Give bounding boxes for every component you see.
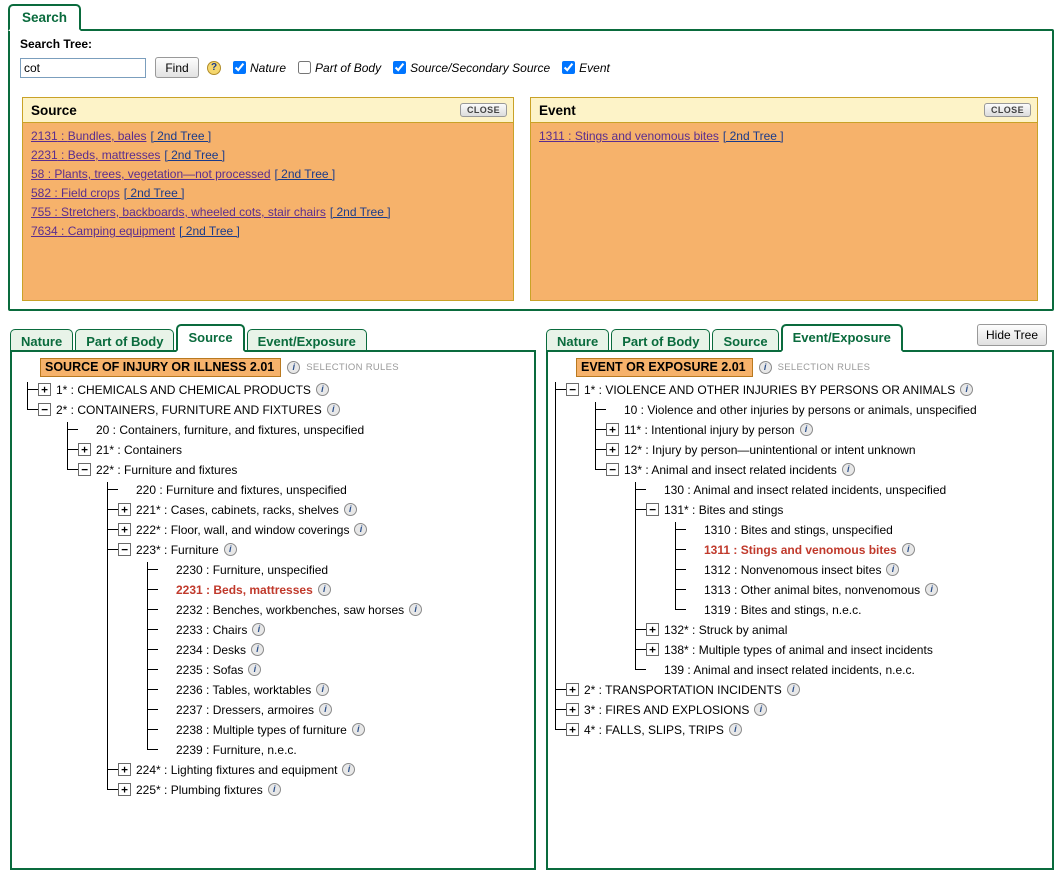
tree-node[interactable] <box>548 559 1052 579</box>
info-icon[interactable]: i <box>316 383 329 396</box>
tree-node[interactable] <box>12 519 534 539</box>
result-link[interactable]: 7634 : Camping equipment <box>31 224 176 238</box>
tree-node-label[interactable]: 2239 : Furniture, n.e.c. <box>176 742 297 757</box>
info-icon[interactable]: i <box>251 643 264 656</box>
tree-node[interactable] <box>12 439 534 459</box>
tree-node-label[interactable]: 131* : Bites and stings <box>664 502 784 517</box>
result-link[interactable]: 2131 : Bundles, bales <box>31 129 147 143</box>
search-input[interactable] <box>20 58 146 78</box>
tree-node-label[interactable]: 2232 : Benches, workbenches, saw horses <box>176 602 405 617</box>
search-results-event <box>530 97 1038 301</box>
tab-source-left[interactable]: Source <box>176 324 244 352</box>
tree-node-label[interactable]: 2* : CONTAINERS, FURNITURE AND FIXTURES <box>56 402 322 417</box>
search-results-event-title: Event <box>539 102 576 118</box>
tree-connector <box>147 649 158 650</box>
tree-node[interactable] <box>12 759 534 779</box>
tree-connector <box>27 382 28 410</box>
tree-node-label[interactable]: 1310 : Bites and stings, unspecified <box>704 522 893 537</box>
tree-node-label[interactable]: 225* : Plumbing fixtures <box>136 782 263 797</box>
info-icon[interactable]: i <box>886 563 899 576</box>
expand-icon[interactable]: + <box>646 623 659 636</box>
collapse-icon[interactable]: − <box>118 543 131 556</box>
tab-part-of-body-right[interactable]: Part of Body <box>611 329 710 353</box>
tree-node[interactable] <box>12 599 534 619</box>
tree-node-label[interactable]: 2* : TRANSPORTATION INCIDENTS <box>584 682 782 697</box>
info-icon[interactable]: i <box>729 723 742 736</box>
close-source-results-button[interactable]: CLOSE <box>460 103 507 117</box>
tree-node-label[interactable]: 10 : Violence and other injuries by persons or animals, unspecified <box>624 402 977 417</box>
tree-node[interactable] <box>12 619 534 639</box>
list-item <box>31 167 505 182</box>
second-tree-link[interactable]: [ 2nd Tree ] <box>722 129 784 143</box>
tree-connector <box>67 449 78 450</box>
tree-node-label[interactable]: 22* : Furniture and fixtures <box>96 462 238 477</box>
tab-search[interactable]: Search <box>8 4 81 31</box>
result-link[interactable]: 2231 : Beds, mattresses <box>31 148 161 162</box>
tree-node[interactable] <box>548 479 1052 499</box>
tree-node[interactable] <box>12 679 534 699</box>
info-icon[interactable]: i <box>327 403 340 416</box>
info-icon[interactable]: i <box>316 683 329 696</box>
collapse-icon[interactable]: − <box>566 383 579 396</box>
tab-nature-left[interactable]: Nature <box>10 329 73 353</box>
close-event-results-button[interactable]: CLOSE <box>984 103 1031 117</box>
filter-part-of-body-checkbox[interactable] <box>298 61 311 74</box>
tree-node[interactable] <box>548 379 1052 399</box>
info-icon[interactable]: i <box>787 683 800 696</box>
tree-connector <box>595 429 606 430</box>
filter-source-label: Source/Secondary Source <box>410 60 551 75</box>
tree-node[interactable] <box>548 419 1052 439</box>
tree-connector <box>107 789 118 790</box>
second-tree-link[interactable]: [ 2nd Tree ] <box>164 148 226 162</box>
tree-node[interactable] <box>12 779 534 799</box>
tree-connector <box>555 382 556 730</box>
info-icon[interactable]: i <box>287 361 300 374</box>
tree-node-label[interactable]: 222* : Floor, wall, and window coverings <box>136 522 350 537</box>
filter-nature-label: Nature <box>250 60 287 75</box>
tree-connector <box>635 669 646 670</box>
result-link[interactable]: 1311 : Stings and venomous bites <box>539 129 719 143</box>
info-icon[interactable]: i <box>344 503 357 516</box>
tree-connector <box>147 669 158 670</box>
second-tree-link[interactable]: [ 2nd Tree ] <box>150 129 212 143</box>
info-icon[interactable]: i <box>252 623 265 636</box>
info-icon[interactable]: i <box>342 763 355 776</box>
tree-node[interactable] <box>12 579 534 599</box>
tree-node-spacer <box>686 543 699 556</box>
tree-node-label[interactable]: 138* : Multiple types of animal and insect incidents <box>664 642 933 657</box>
tree-connector <box>147 609 158 610</box>
tree-connector <box>635 482 636 670</box>
second-tree-link[interactable]: [ 2nd Tree ] <box>274 167 336 181</box>
tree-node[interactable] <box>548 579 1052 599</box>
list-item <box>539 129 1029 144</box>
tree-node-spacer <box>686 603 699 616</box>
tab-event-exposure-right[interactable]: Event/Exposure <box>781 324 903 352</box>
tree-node-label[interactable]: 3* : FIRES AND EXPLOSIONS <box>584 702 750 717</box>
tree-connector <box>595 409 606 410</box>
filter-source-checkbox[interactable] <box>393 61 406 74</box>
tree-node-spacer <box>158 643 171 656</box>
tree-node-label[interactable]: 221* : Cases, cabinets, racks, shelves <box>136 502 339 517</box>
expand-icon[interactable]: + <box>566 703 579 716</box>
selection-rules-link[interactable]: SELECTION RULES <box>306 362 399 373</box>
info-icon[interactable]: i <box>842 463 855 476</box>
tree-node[interactable] <box>548 499 1052 519</box>
filter-event-label: Event <box>579 60 610 75</box>
tree-node-spacer <box>646 663 659 676</box>
tree-connector <box>555 389 566 390</box>
info-icon[interactable]: i <box>319 703 332 716</box>
tree-node-label[interactable]: 130 : Animal and insect related incidents, unspecified <box>664 482 947 497</box>
tree-node-spacer <box>158 583 171 596</box>
tree-connector <box>635 509 646 510</box>
tree-node[interactable] <box>548 659 1052 679</box>
tree-node-spacer <box>686 583 699 596</box>
collapse-icon[interactable]: − <box>78 463 91 476</box>
tree-node[interactable] <box>548 459 1052 479</box>
search-results-source-list <box>23 123 513 239</box>
tree-node[interactable] <box>12 499 534 519</box>
left-tree-tabs <box>10 324 367 352</box>
result-link[interactable]: 582 : Field crops <box>31 186 120 200</box>
tree-node-label[interactable]: 2236 : Tables, worktables <box>176 682 312 697</box>
info-icon[interactable]: i <box>754 703 767 716</box>
tree-node-spacer <box>158 683 171 696</box>
tree-node[interactable] <box>548 639 1052 659</box>
tree-connector <box>555 689 566 690</box>
search-results-source <box>22 97 514 301</box>
tree-node-label[interactable]: 2231 : Beds, mattresses <box>176 582 313 597</box>
tree-connector <box>27 409 38 410</box>
tree-connector <box>555 709 566 710</box>
tree-node-spacer <box>158 563 171 576</box>
tree-node[interactable] <box>12 379 534 399</box>
filter-part-of-body[interactable] <box>298 61 381 75</box>
tree-connector <box>107 489 118 490</box>
filter-part-of-body-label: Part of Body <box>315 60 382 75</box>
tree-connector <box>595 469 606 470</box>
help-icon[interactable]: ? <box>207 61 221 75</box>
tree-node-label[interactable]: 139 : Animal and insect related incidents, n.e.c. <box>664 662 915 677</box>
collapse-icon[interactable]: − <box>606 463 619 476</box>
tree-node[interactable] <box>548 539 1052 559</box>
tree-node[interactable] <box>548 699 1052 719</box>
result-link[interactable]: 755 : Stretchers, backboards, wheeled cots, stair chairs <box>31 205 326 219</box>
tree-connector <box>635 489 646 490</box>
tree-node-label[interactable]: 13* : Animal and insect related incidents <box>624 462 837 477</box>
tree-node[interactable] <box>548 519 1052 539</box>
tree-node-spacer <box>158 603 171 616</box>
tree-node-label[interactable]: 223* : Furniture <box>136 542 219 557</box>
info-icon[interactable]: i <box>409 603 422 616</box>
tree-connector <box>27 389 38 390</box>
event-tree-title: EVENT OR EXPOSURE 2.01 <box>576 358 753 377</box>
expand-icon[interactable]: + <box>118 783 131 796</box>
tree-connector <box>595 449 606 450</box>
tree-connector <box>147 629 158 630</box>
filter-event[interactable] <box>562 61 610 75</box>
tab-part-of-body-left[interactable]: Part of Body <box>75 329 174 353</box>
tree-connector <box>555 729 566 730</box>
search-results-event-header <box>531 98 1037 123</box>
tree-node-label[interactable]: 2234 : Desks <box>176 642 247 657</box>
tree-node[interactable] <box>548 439 1052 459</box>
tree-node[interactable] <box>548 599 1052 619</box>
tree-node-spacer <box>118 483 131 496</box>
tree-node-spacer <box>686 563 699 576</box>
filter-nature[interactable] <box>233 61 286 75</box>
expand-icon[interactable]: + <box>646 643 659 656</box>
right-tree-tabs <box>546 324 903 352</box>
tree-connector <box>635 629 646 630</box>
tree-node[interactable] <box>548 719 1052 739</box>
tree-node-label[interactable]: 11* : Intentional injury by person <box>624 422 795 437</box>
tree-connector <box>107 549 118 550</box>
tree-node-label[interactable]: 1312 : Nonvenomous insect bites <box>704 562 882 577</box>
info-icon[interactable]: i <box>354 523 367 536</box>
tree-connector <box>147 569 158 570</box>
second-tree-link[interactable]: [ 2nd Tree ] <box>179 224 240 238</box>
tab-nature-right[interactable]: Nature <box>546 329 609 353</box>
tree-node-label[interactable]: 2235 : Sofas <box>176 662 244 677</box>
source-tree-body <box>12 379 534 799</box>
tree-node[interactable] <box>12 739 534 759</box>
tree-node[interactable] <box>12 479 534 499</box>
selection-rules-link[interactable]: SELECTION RULES <box>777 362 871 373</box>
expand-icon[interactable]: + <box>606 423 619 436</box>
tree-connector <box>147 729 158 730</box>
info-icon[interactable]: i <box>960 383 973 396</box>
tree-node-label[interactable]: 1* : CHEMICALS AND CHEMICAL PRODUCTS <box>56 382 311 397</box>
tree-node[interactable] <box>12 399 534 419</box>
second-tree-link[interactable]: [ 2nd Tree ] <box>329 205 391 219</box>
tree-node-spacer <box>606 403 619 416</box>
tree-node-spacer <box>158 723 171 736</box>
tree-connector <box>635 649 646 650</box>
tree-node-spacer <box>158 743 171 756</box>
search-results-source-title: Source <box>31 102 77 118</box>
tree-node[interactable] <box>12 539 534 559</box>
tree-node-label[interactable]: 2238 : Multiple types of furniture <box>176 722 347 737</box>
tree-node-label[interactable]: 220 : Furniture and fixtures, unspecified <box>136 482 347 497</box>
list-item <box>31 186 505 201</box>
list-item <box>31 224 505 239</box>
expand-icon[interactable]: + <box>118 503 131 516</box>
info-icon[interactable]: i <box>925 583 938 596</box>
collapse-icon[interactable]: − <box>38 403 51 416</box>
expand-icon[interactable]: + <box>566 723 579 736</box>
search-results-event-list <box>531 123 1037 144</box>
expand-icon[interactable]: + <box>118 763 131 776</box>
tree-connector <box>107 769 118 770</box>
tree-node-spacer <box>158 623 171 636</box>
event-tree-body <box>548 379 1052 739</box>
tree-connector <box>675 609 686 610</box>
hide-tree-button[interactable]: Hide Tree <box>977 324 1047 346</box>
search-results-source-header <box>23 98 513 123</box>
info-icon[interactable]: i <box>224 543 237 556</box>
expand-icon[interactable]: + <box>38 383 51 396</box>
tree-connector <box>67 469 78 470</box>
tree-node-spacer <box>646 483 659 496</box>
tab-source-right[interactable]: Source <box>712 329 778 353</box>
tree-connector <box>675 549 686 550</box>
tree-node[interactable] <box>12 419 534 439</box>
event-tree-title-row <box>548 352 1052 379</box>
tree-connector <box>147 589 158 590</box>
tree-node[interactable] <box>12 639 534 659</box>
find-button[interactable]: Find <box>155 57 199 78</box>
list-item <box>31 148 505 163</box>
tree-node-label[interactable]: 132* : Struck by animal <box>664 622 788 637</box>
tree-connector <box>675 589 686 590</box>
tree-connector <box>675 529 686 530</box>
source-tree-panel <box>10 350 536 870</box>
tree-node-label[interactable]: 224* : Lighting fixtures and equipment <box>136 762 338 777</box>
tree-connector <box>147 749 158 750</box>
tree-node-spacer <box>158 703 171 716</box>
collapse-icon[interactable]: − <box>646 503 659 516</box>
search-tab-row <box>8 4 81 31</box>
expand-icon[interactable]: + <box>606 443 619 456</box>
info-icon[interactable]: i <box>248 663 261 676</box>
info-icon[interactable]: i <box>352 723 365 736</box>
filter-event-checkbox[interactable] <box>562 61 575 74</box>
search-controls <box>20 57 610 78</box>
info-icon[interactable]: i <box>800 423 813 436</box>
tree-node[interactable] <box>548 619 1052 639</box>
filter-nature-checkbox[interactable] <box>233 61 246 74</box>
source-tree-title-row <box>12 352 534 379</box>
info-icon[interactable]: i <box>902 543 915 556</box>
tree-connector <box>147 709 158 710</box>
tree-node-spacer <box>158 663 171 676</box>
tab-event-exposure-left[interactable]: Event/Exposure <box>247 329 367 353</box>
tree-connector <box>147 562 148 750</box>
tree-node[interactable] <box>12 699 534 719</box>
search-tree-label: Search Tree: <box>20 37 93 51</box>
tree-node-label[interactable]: 4* : FALLS, SLIPS, TRIPS <box>584 722 724 737</box>
tree-node[interactable] <box>12 659 534 679</box>
tree-node-label[interactable]: 1311 : Stings and venomous bites <box>704 542 897 557</box>
tree-node-label[interactable]: 1* : VIOLENCE AND OTHER INJURIES BY PERSONS OR ANIMALS <box>584 382 956 397</box>
tree-node[interactable] <box>12 459 534 479</box>
tree-connector <box>675 522 676 610</box>
tree-connector <box>147 689 158 690</box>
tree-connector <box>107 509 118 510</box>
info-icon[interactable]: i <box>759 361 772 374</box>
tree-node-label[interactable]: 12* : Injury by person—unintentional or intent unknown <box>624 442 916 457</box>
tree-node-label[interactable]: 21* : Containers <box>96 442 183 457</box>
tree-node-label[interactable]: 2230 : Furniture, unspecified <box>176 562 329 577</box>
search-panel <box>8 29 1054 311</box>
list-item <box>31 129 505 144</box>
info-icon[interactable]: i <box>268 783 281 796</box>
tree-node-label[interactable]: 2233 : Chairs <box>176 622 248 637</box>
tree-connector <box>107 529 118 530</box>
tree-node-label[interactable]: 20 : Containers, furniture, and fixtures, unspecified <box>96 422 365 437</box>
expand-icon[interactable]: + <box>566 683 579 696</box>
tree-connector <box>675 569 686 570</box>
expand-icon[interactable]: + <box>118 523 131 536</box>
info-icon[interactable]: i <box>318 583 331 596</box>
tree-node[interactable] <box>548 679 1052 699</box>
tree-node-label[interactable]: 1319 : Bites and stings, n.e.c. <box>704 602 862 617</box>
tree-node-label[interactable]: 2237 : Dressers, armoires <box>176 702 315 717</box>
event-tree-panel <box>546 350 1054 870</box>
tree-connector <box>595 402 596 470</box>
tree-connector <box>67 429 78 430</box>
result-link[interactable]: 58 : Plants, trees, vegetation—not processed <box>31 167 271 181</box>
tree-node-spacer <box>686 523 699 536</box>
tree-node[interactable] <box>12 559 534 579</box>
second-tree-link[interactable]: [ 2nd Tree ] <box>123 186 185 200</box>
source-tree-title: SOURCE OF INJURY OR ILLNESS 2.01 <box>40 358 281 377</box>
tree-node-spacer <box>78 423 91 436</box>
expand-icon[interactable]: + <box>78 443 91 456</box>
tree-node[interactable] <box>12 719 534 739</box>
tree-node[interactable] <box>548 399 1052 419</box>
filter-source[interactable] <box>393 61 550 75</box>
list-item <box>31 205 505 220</box>
tree-node-label[interactable]: 1313 : Other animal bites, nonvenomous <box>704 582 921 597</box>
